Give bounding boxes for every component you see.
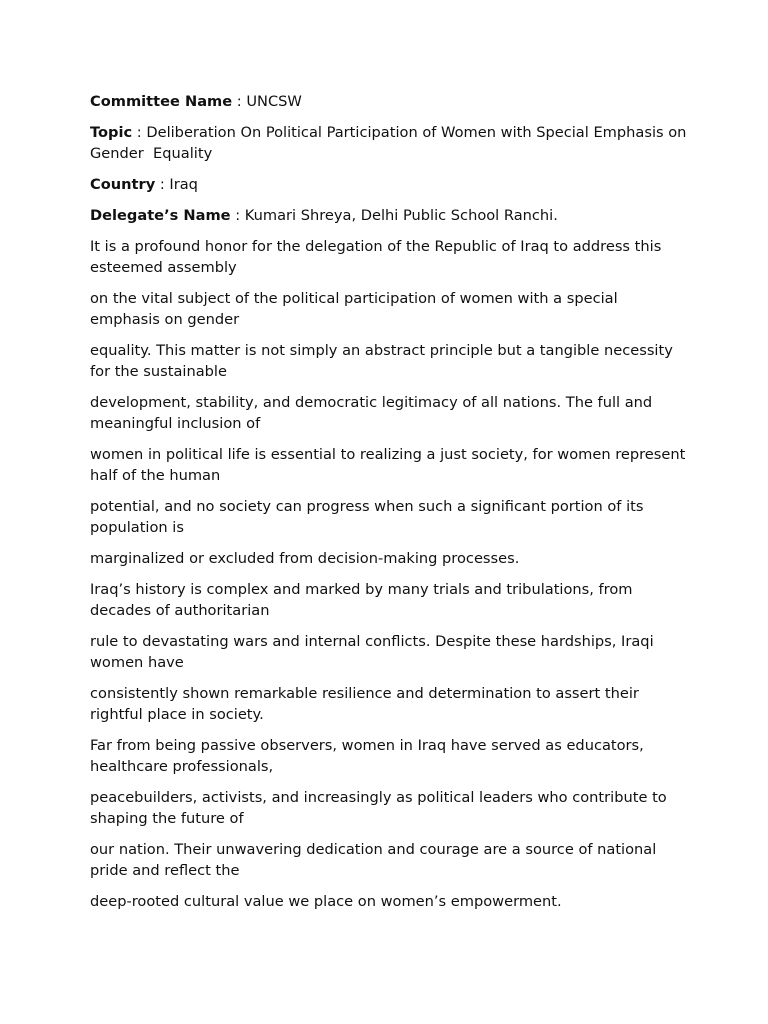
committee-name-value: UNCSW — [246, 93, 302, 110]
country-value: Iraq — [169, 176, 198, 193]
body-paragraph: Far from being passive observers, women in Iraq have served as educators, healthcare professionals, — [90, 737, 649, 775]
topic-separator: : — [132, 124, 147, 141]
body-paragraph: on the vital subject of the political participation of women with a special emphasis on gender — [90, 290, 623, 328]
delegate-name-label: Delegate’s Name — [90, 207, 231, 224]
committee-name-label: Committee Name — [90, 93, 233, 110]
committee-name-separator: : — [232, 93, 247, 110]
country-field — [90, 174, 690, 195]
body-paragraph: Iraq’s history is complex and marked by many trials and tribulations, from decades of authoritarian — [90, 581, 638, 619]
body-paragraph: our nation. Their unwavering dedication and courage are a source of national pride and reflect the — [90, 841, 661, 879]
body-paragraph: equality. This matter is not simply an abstract principle but a tangible necessity for the sustainable — [90, 342, 678, 380]
body-paragraph: women in political life is essential to realizing a just society, for women represent half of the human — [90, 446, 690, 484]
body-paragraph: development, stability, and democratic legitimacy of all nations. The full and meaningful inclusion of — [90, 394, 657, 432]
delegate-name-value: Kumari Shreya, Delhi Public School Ranchi. — [244, 207, 558, 224]
body-paragraph: peacebuilders, activists, and increasingly as political leaders who contribute to shaping the future of — [90, 789, 672, 827]
body-paragraph: deep-rooted cultural value we place on women’s empowerment. — [90, 893, 562, 910]
body-paragraph: marginalized or excluded from decision-making processes. — [90, 550, 520, 567]
document-content — [90, 91, 690, 922]
committee-name-field — [90, 91, 690, 112]
country-label: Country — [90, 176, 156, 193]
topic-field — [90, 122, 690, 164]
body-paragraph: potential, and no society can progress when such a significant portion of its population is — [90, 498, 649, 536]
topic-value: Deliberation On Political Participation of Women with Special Emphasis on Gender Equality — [90, 124, 692, 162]
delegate-name-separator: : — [230, 207, 245, 224]
country-separator: : — [155, 176, 170, 193]
topic-label: Topic — [90, 124, 133, 141]
delegate-name-field — [90, 205, 690, 226]
body-paragraph: consistently shown remarkable resilience and determination to assert their rightful place in society. — [90, 685, 644, 723]
body-paragraph: It is a profound honor for the delegation of the Republic of Iraq to address this esteemed assembly — [90, 238, 666, 276]
body-paragraph: rule to devastating wars and internal conflicts. Despite these hardships, Iraqi women have — [90, 633, 659, 671]
